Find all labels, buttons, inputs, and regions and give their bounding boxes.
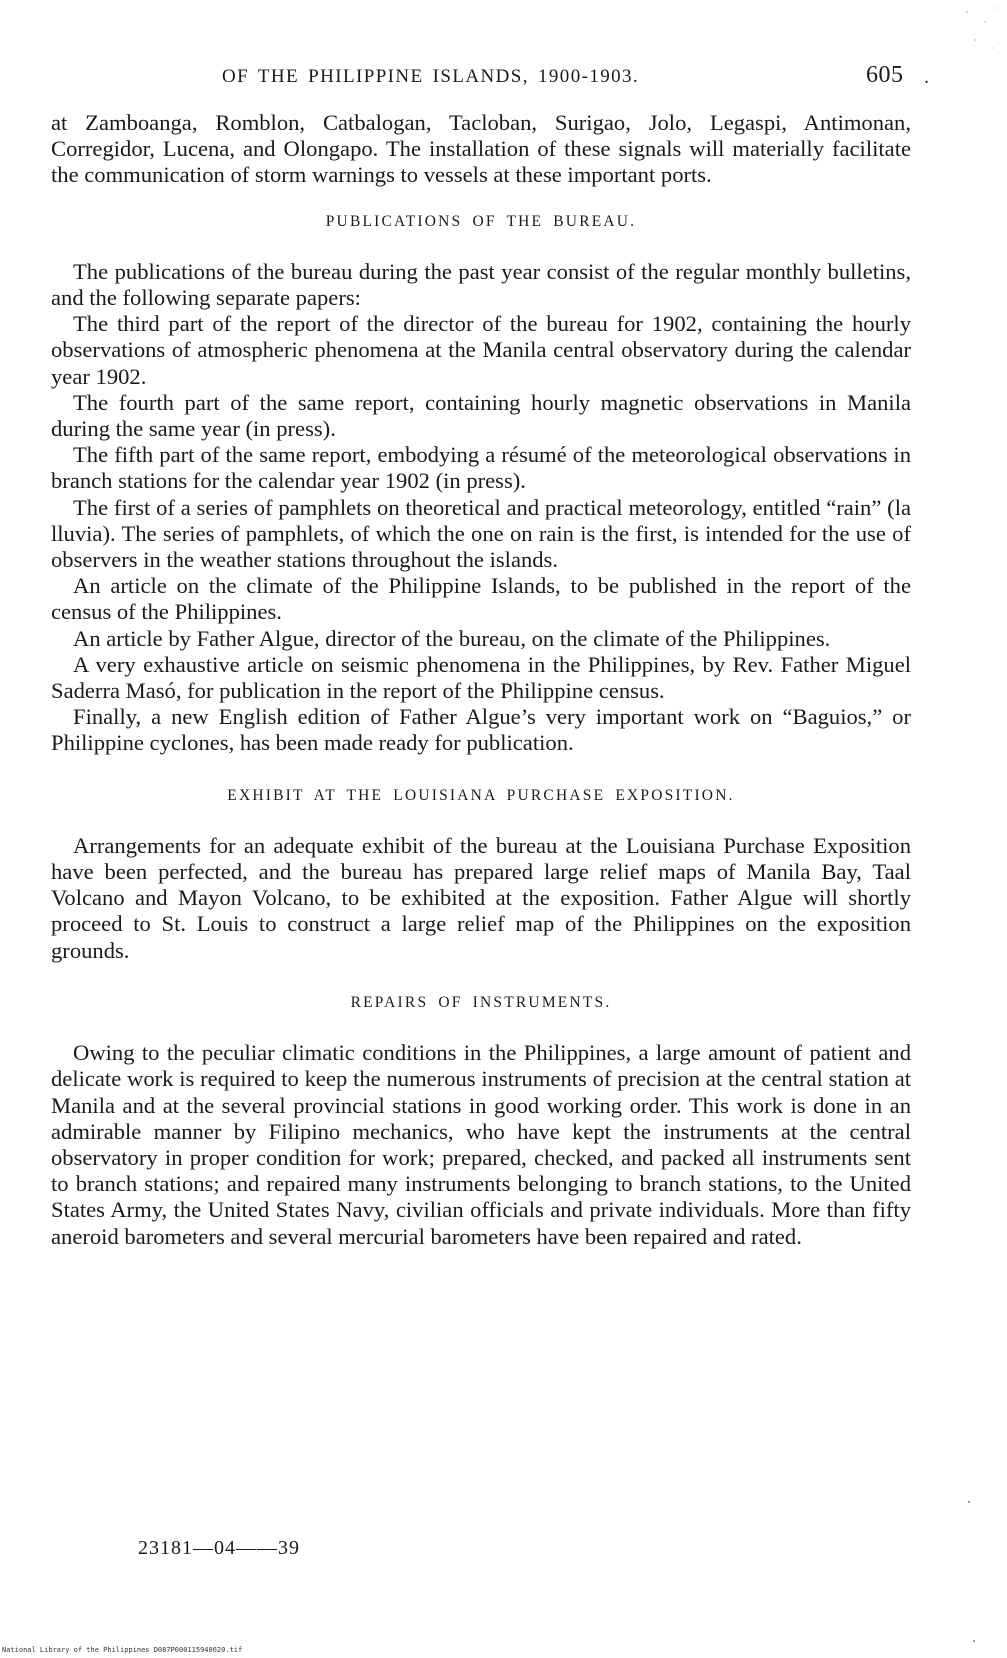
- publications-heading: PUBLICATIONS OF THE BUREAU.: [325, 212, 637, 230]
- running-header: [0, 64, 1007, 94]
- repairs-heading: REPAIRS OF INSTRUMENTS.: [350, 993, 612, 1011]
- scan-artifacts: [847, 0, 1007, 60]
- publications-paragraph: The first of a series of pamphlets on theoretical and practical meteorology, entitled “rain” (la lluvia). The series of pamphlets, of which the one on rain is the first, is intended for the use of observers in the weather stations throughout the islands.: [51, 494, 911, 573]
- printer-signature: 23181—04——39: [138, 1537, 300, 1559]
- repairs-paragraph: Owing to the peculiar climatic conditions in the Philippines, a large amount of patient and delicate work is required to keep the numerous instruments of precision at the central station at Manila and at the several provincial stations in good working order. This work is done in an admirable manner by Filipino mechanics, who have kept the instruments at the central observatory in proper condition for work; prepared, checked, and packed all instruments sent to branch stations; and repaired many instruments belonging to branch stations, to the United States Army, the United States Navy, civilian officials and private individuals. More than fifty aneroid barometers and several mercurial barometers have been repaired and rated.: [51, 1040, 911, 1249]
- exhibit-heading: EXHIBIT AT THE LOUISIANA PURCHASE EXPOSITION.: [227, 786, 735, 804]
- exhibit-paragraph: Arrangements for an adequate exhibit of the bureau at the Louisiana Purchase Exposition have been perfected, and the bureau has prepared large relief maps of Manila Bay, Taal Volcano and Mayon Volcano, to be exhibited at the exposition. Father Algue will shortly proceed to St. Louis to construct a large relief map of the Philippines on the exposition grounds.: [51, 832, 911, 963]
- publications-paragraph: A very exhaustive article on seismic phenomena in the Philippines, by Rev. Father Miguel Saderra Masó, for publication in the report of the Philippine census.: [51, 651, 911, 704]
- publications-paragraph: The fifth part of the same report, embodying a résumé of the meteorological observations in branch stations for the calendar year 1902 (in press).: [51, 442, 911, 494]
- running-title: OF THE PHILIPPINE ISLANDS, 1900-1903.: [222, 66, 640, 87]
- page-number-mark: .: [924, 66, 929, 88]
- intro-paragraph: at Zamboanga, Romblon, Catbalogan, Tacloban, Surigao, Jolo, Legaspi, Antimonan, Corregidor, Lucena, and Olongapo. The installation of these signals will materially facilitate the communication of storm warnings to vessels at these important ports.: [51, 110, 911, 188]
- publications-paragraph: Finally, a new English edition of Father Algue’s very important work on “Baguios,” or Philippine cyclones, has been made ready for publication.: [51, 704, 911, 756]
- publications-paragraph: The publications of the bureau during the past year consist of the regular monthly bulletins, and the following separate papers:: [51, 258, 911, 311]
- scan-speck: [968, 1501, 970, 1503]
- page-number: 605: [866, 62, 904, 88]
- scan-speck: [973, 1640, 975, 1642]
- publications-paragraph: An article on the climate of the Philippine Islands, to be published in the report of the census of the Philippines.: [51, 573, 911, 625]
- publications-paragraph: An article by Father Algue, director of the bureau, on the climate of the Philippines.: [73, 625, 831, 651]
- scan-footer: National Library of the Philippines D087P000115940620.tif: [2, 1646, 243, 1654]
- publications-paragraph: The fourth part of the same report, containing hourly magnetic observations in Manila during the same year (in press).: [51, 389, 911, 442]
- body-text: [51, 110, 911, 1250]
- scan-noise-graphic: [847, 0, 1007, 60]
- publications-paragraph: The third part of the report of the director of the bureau for 1902, containing the hourly observations of atmospheric phenomena at the Manila central observatory during the calendar year 1902.: [51, 311, 911, 389]
